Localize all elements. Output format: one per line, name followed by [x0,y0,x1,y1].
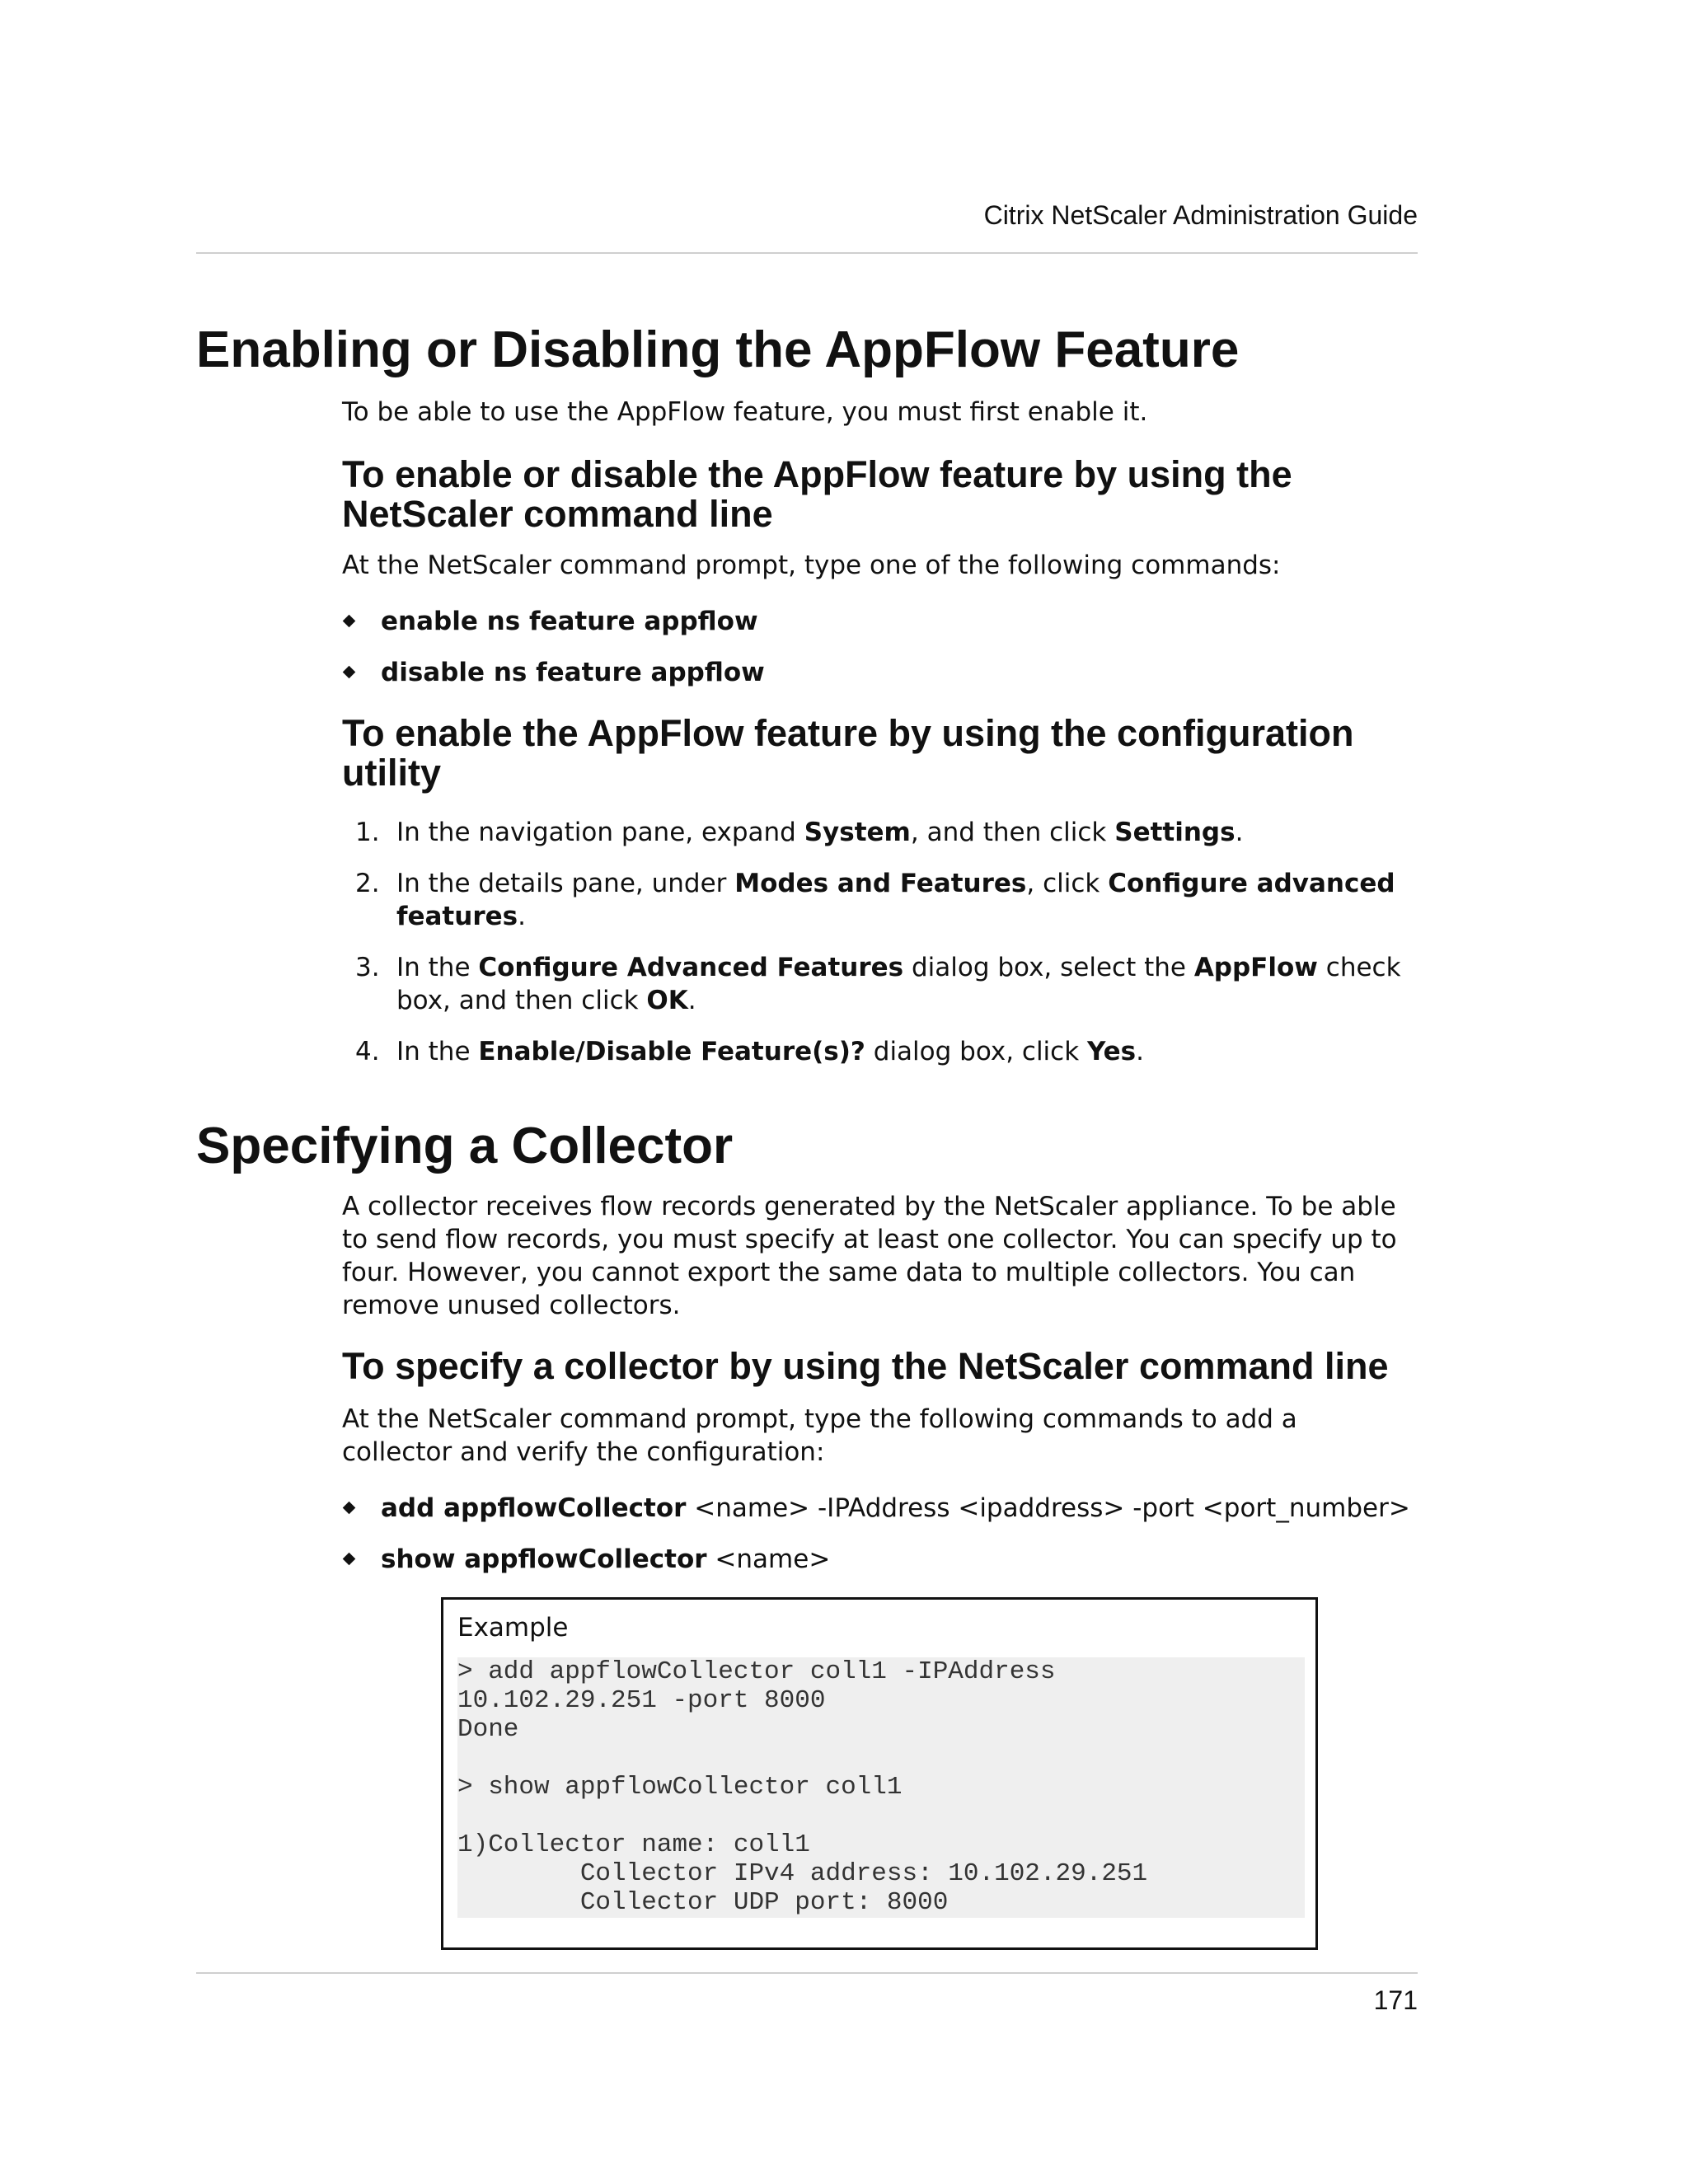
example-title: Example [457,1613,569,1643]
command-text: disable ns feature appflow [381,658,765,687]
ui-term: Yes [1087,1037,1137,1066]
example-box [441,1597,1318,1950]
cli-intro-appflow: At the NetScaler command prompt, type one of the following commands: [342,551,1281,580]
command-text: enable ns feature appflow [381,607,758,636]
step-text-run: In the [396,953,479,982]
command-args: <name> -IPAddress <ipaddress> -port <port_number> [686,1493,1410,1523]
step-text-run: dialog box, select the [903,953,1194,982]
step-text-run: dialog box, click [865,1037,1088,1066]
subheading-cli-appflow: To enable or disable the AppFlow feature by using the NetScaler command line [342,453,1292,535]
step-text-run: . [1235,818,1244,847]
step-number: 4. [355,1037,380,1066]
step-text-run: , and then click [910,818,1115,847]
command-args: <name> [706,1544,831,1574]
step-number: 1. [355,818,380,847]
running-header: Citrix NetScaler Administration Guide [983,200,1418,230]
step-text-run: check box, and then click [396,953,1401,1015]
bullet-diamond-icon [343,1553,356,1566]
step-text-run: , click [1026,869,1109,898]
step-text [396,951,1410,1017]
bullet-diamond-icon [343,666,356,679]
ui-term: AppFlow [1193,953,1318,982]
collector-intro: A collector receives flow records generated by the NetScaler appliance. To be able to send flow records, you must specify at least one collector. You can specify up to four. However, you cannot export the same data to multiple collectors. You can remove unused collectors. [342,1192,1397,1320]
bullet-diamond-icon [343,615,356,628]
section-title-collector: Specifying a Collector [196,1118,734,1174]
step-number: 3. [355,953,380,982]
code-block: > add appflowCollector coll1 -IPAddress 10.102.29.251 -port 8000 Done > show appflowCollector coll1 1)Collector name: coll1 Collector IPv4 address: 10.102.29.251 Collector UDP port: 8000 [457,1657,1305,1918]
step-text [396,1035,1410,1068]
ui-term: Settings [1114,818,1236,847]
ui-term: Configure advanced features [396,869,1395,931]
bullet-diamond-icon [343,1502,356,1515]
footer-divider [196,1972,1418,1974]
step-number: 2. [355,869,380,898]
ui-term: Configure Advanced Features [478,953,904,982]
subheading-gui-appflow: To enable the AppFlow feature by using the configuration utility [342,712,1354,794]
step-text-run: . [518,902,526,931]
command-name: show appflowCollector [381,1544,707,1574]
ui-term: Modes and Features [734,869,1027,898]
step-text [396,816,1410,849]
header-divider [196,252,1418,254]
appflow-intro: To be able to use the AppFlow feature, you must first enable it. [342,397,1148,427]
section-title-appflow: Enabling or Disabling the AppFlow Feature [196,321,1240,378]
page-number: 171 [1373,1985,1418,2015]
step-text-run: In the [396,1037,479,1066]
command-name: add appflowCollector [381,1493,687,1523]
ui-term: System [804,818,911,847]
ui-term: OK [646,986,688,1015]
cli-intro-collector: At the NetScaler command prompt, type the following commands to add a collector and verify the configuration: [342,1404,1297,1467]
step-text-run: In the navigation pane, expand [396,818,804,847]
subheading-cli-collector: To specify a collector by using the NetScaler command line [342,1345,1389,1387]
step-text-run: . [1136,1037,1144,1066]
step-text-run: In the details pane, under [396,869,735,898]
step-text-run: . [687,986,696,1015]
ui-term: Enable/Disable Feature(s)? [478,1037,865,1066]
step-text [396,867,1410,933]
